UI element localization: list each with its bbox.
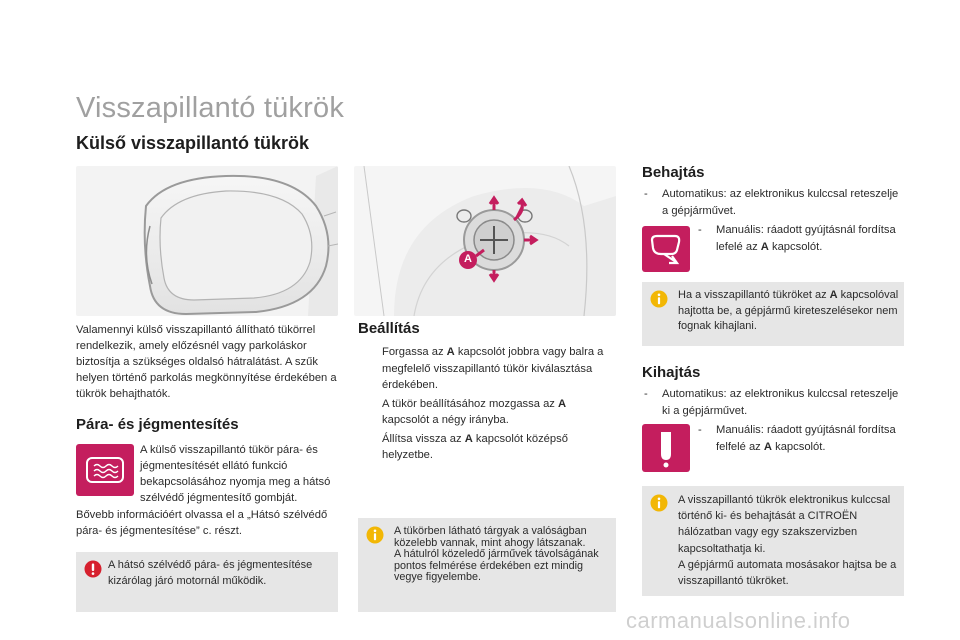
page-title: Visszapillantó tükrök: [76, 92, 345, 124]
list-item: A tükör beállításához mozgassa az A kapcsolót a négy irányba.: [382, 397, 567, 426]
fold-manual-list: [694, 222, 900, 255]
fold-auto-list: [640, 186, 902, 219]
fold-mirror-icon: [642, 226, 690, 272]
section-title: Külső visszapillantó tükrök: [76, 133, 310, 153]
list-item: Állítsa vissza az A kapcsolót középső helyzetbe.: [382, 432, 568, 461]
unfold-auto-list: [640, 386, 902, 419]
mirror-illustration: [76, 166, 338, 316]
defrost-title: Pára- és jégmentesítés: [76, 416, 239, 433]
adjust-info-text: A tükörben látható tárgyak a valóságban közelebb vannak, mint ahogy látszanak. A hátulról közeledő járművek távolságának pontos felmérése érdekében ezt mindig vegye figyelembe.: [394, 525, 599, 584]
rear-defrost-icon: [76, 444, 134, 496]
unfold-mirror-icon: [642, 424, 690, 472]
fold-title: Behajtás: [642, 164, 705, 181]
unfold-manual-list: [694, 422, 900, 455]
unfold-info-text: A visszapillantó tükrök elektronikus kulccsal történő ki- és behajtását a CITROËN hálózatban vagy egy szakszervizben kapcsoltathatja ki. A gépjármű automata mosásakor hajtsa be a visszapillantó tükröket.: [678, 494, 897, 588]
watermark: carmanualsonline.info: [626, 608, 851, 633]
list-item: - Manuális: ráadott gyújtásnál fordítsa felfelé az A kapcsolót.: [698, 424, 896, 453]
adjust-steps: [358, 344, 604, 466]
defrost-warning-note: [76, 552, 338, 612]
list-item: Forgassa az A kapcsolót jobbra vagy balra a megfelelő visszapillantó tükör kiválasztása érdekében.: [382, 346, 604, 391]
fold-info-note: [642, 282, 904, 346]
defrost-more-text: Bővebb információért olvassa el a „Hátsó szélvédő pára- és jégmentesítése” c. részt.: [76, 509, 328, 537]
list-item: - Automatikus: az elektronikus kulccsal reteszelje ki a gépjárművet.: [644, 388, 899, 417]
info-icon: [650, 290, 668, 308]
fold-button-illustration: [642, 226, 690, 272]
warning-icon: [84, 560, 102, 578]
fold-info-text: Ha a visszapillantó tükröket az A kapcsolóval hajtotta be, a gépjármű kireteszelésekor nem fognak kihajlani.: [678, 289, 899, 332]
rear-defrost-button-illustration: [76, 444, 134, 496]
info-icon: [366, 526, 384, 544]
list-item: - Automatikus: az elektronikus kulccsal reteszelje a gépjárművet.: [644, 188, 899, 217]
control-label-a: A: [464, 253, 472, 265]
unfold-info-note: [642, 486, 904, 596]
mirror-control-illustration: [354, 166, 616, 316]
adjust-title: Beállítás: [358, 320, 420, 337]
unfold-title: Kihajtás: [642, 364, 701, 381]
unfold-button-illustration: [642, 424, 690, 472]
list-item: - Manuális: ráadott gyújtásnál fordítsa lefelé az A kapcsolót.: [698, 224, 896, 253]
intro-text: Valamennyi külső visszapillantó állítható tükörrel rendelkezik, amely előzésnél vagy parkoláskor biztosítja a szükséges oldalsó hátralátást. A szűk helyen történő parkolás megkönnyítése érdekében a tükrök behajthatók.: [76, 324, 337, 400]
defrost-warning-text: A hátsó szélvédő pára- és jégmentesítése kizárólag járó motornál működik.: [108, 559, 313, 587]
info-icon: [650, 494, 668, 512]
defrost-text: A külső visszapillantó tükör pára- és jégmentesítését ellátó funkció bekapcsolásához nyomja meg a hátsó szélvédő jégmentesítő gombját.: [140, 444, 331, 504]
adjust-info-note: [358, 518, 616, 612]
